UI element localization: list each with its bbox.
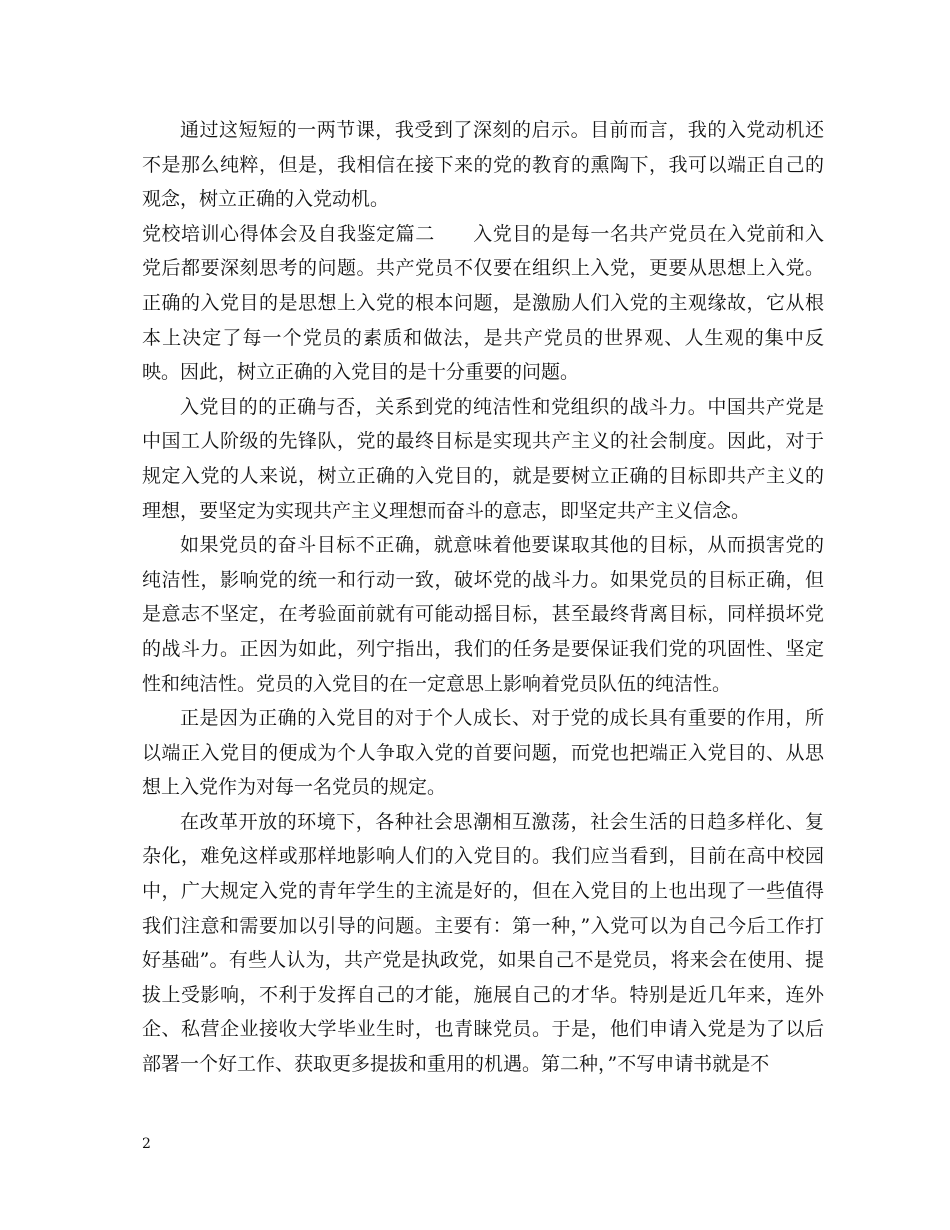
section-heading: 党校培训心得体会及自我鉴定篇二: [142, 222, 435, 245]
paragraph-3: 如果党员的奋斗目标不正确，就意味着他要谋取其他的目标，从而损害党的纯洁性，影响党的统一和行动一致，破坏党的战斗力。如果党员的目标正确，但是意志不坚定，在考验面前就有可能动摇目标，甚至最终背离目标，同样损坏党的战斗力。正因为如此，列宁指出，我们的任务是要保证我们党的巩固性、坚定性和纯洁性。党员的入党目的在一定意思上影响着党员队伍的纯洁性。: [142, 534, 824, 695]
paragraph-4: 正是因为正确的入党目的对于个人成长、对于党的成长具有重要的作用，所以端正入党目的便成为个人争取入党的首要问题，而党也把端正入党目的、从思想上入党作为对每一名党员的规定。: [142, 707, 824, 799]
paragraph-5: 在改革开放的环境下，各种社会思潮相互激荡，社会生活的日趋多样化、复杂化，难免这样或那样地影响人们的入党目的。我们应当看到，目前在高中校园中，广大规定入党的青年学生的主流是好的，但在入党目的上也出现了一些值得我们注意和需要加以引导的问题。主要有：第一种，”入党可以为自己今后工作打好基础”。有些人认为，共产党是执政党，如果自己不是党员，将来会在使用、提拔上受影响，不利于发挥自己的才能，施展自己的才华。特别是近几年来，连外企、私营企业接收大学毕业生时，也青睐党员。于是，他们申请入党是为了以后部署一个好工作、获取更多提拔和重用的机遇。第二种，”不写申请书就是不: [142, 810, 824, 1076]
paragraph-1: 通过这短短的一两节课，我受到了深刻的启示。目前而言，我的入党动机还不是那么纯粹，但是，我相信在接下来的党的教育的熏陶下，我可以端正自己的观念，树立正确的入党动机。: [142, 119, 824, 211]
section-paragraph: [142, 217, 824, 390]
document-body: [142, 113, 824, 1082]
section-body: 入党目的是每一名共产党员在入党前和入党后都要深刻思考的问题。共产党员不仅要在组织上入党，更要从思想上入党。正确的入党目的是思想上入党的根本问题，是激励人们入党的主观缘故，它从根本上决定了每一个党员的素质和做法，是共产党员的世界观、人生观的集中反映。因此，树立正确的入党目的是十分重要的问题。: [142, 222, 824, 384]
paragraph-2: 入党目的的正确与否，关系到党的纯洁性和党组织的战斗力。中国共产党是中国工人阶级的先锋队，党的最终目标是实现共产主义的社会制度。因此，对于规定入党的人来说，树立正确的入党目的，就是要树立正确的目标即共产主义的理想，要坚定为实现共产主义理想而奋斗的意志，即坚定共产主义信念。: [142, 395, 824, 522]
page-number: 2: [142, 1136, 151, 1152]
